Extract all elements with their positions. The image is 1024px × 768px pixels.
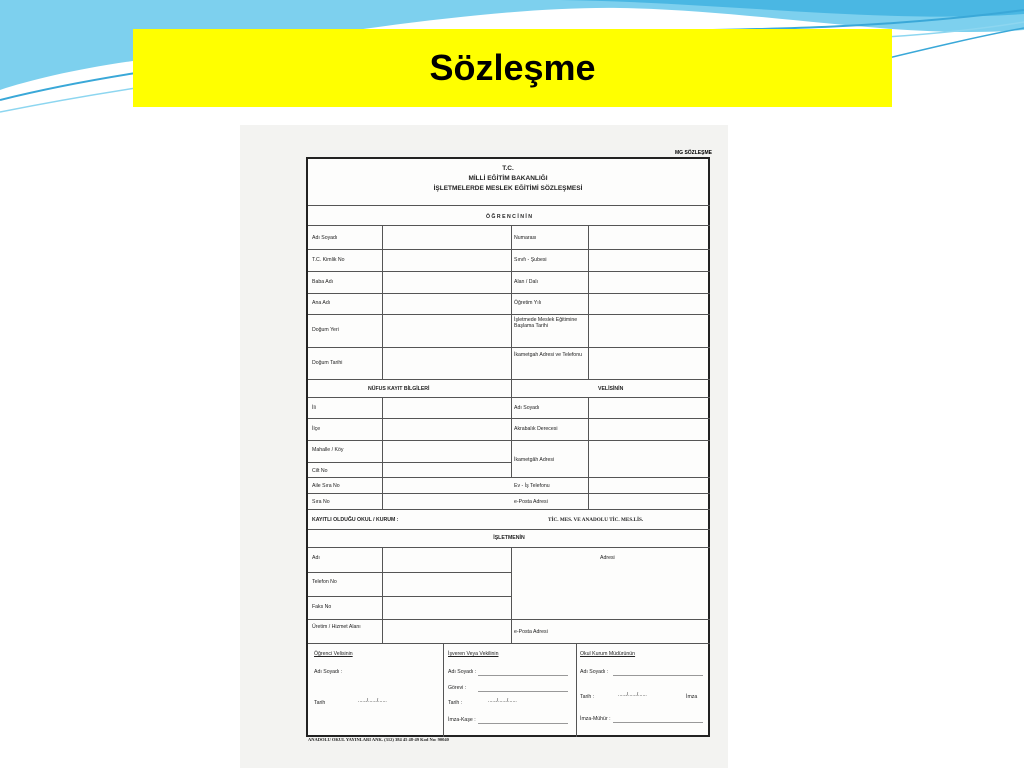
okul-label: KAYITLI OLDUĞU OKUL / KURUM :	[312, 517, 399, 523]
form-code: MG SÖZLEŞME	[675, 150, 712, 156]
sign-isveren-adi: Adı Soyadı :	[448, 669, 477, 675]
field-telefon-no: Telefon No	[312, 579, 337, 585]
okul-value: TİC. MES. VE ANADOLU TİC. MES.LİS.	[548, 517, 644, 523]
field-mahalle-koy: Mahalle / Köy	[312, 447, 344, 453]
slide-title: Sözleşme	[429, 47, 596, 88]
sign-veli-adi: Adı Soyadı :	[314, 669, 343, 675]
field-baslama-tarihi: İşletmede Meslek Eğitimine Başlama Tarihi	[514, 317, 578, 329]
field-aile-sira-no: Aile Sıra No	[312, 483, 340, 489]
sign-isveren-gorevi: Görevi :	[448, 685, 467, 691]
nufus-section-title: NÜFUS KAYIT BİLGİLERİ	[368, 386, 430, 392]
form-header	[308, 159, 708, 205]
field-isletme-adresi: Adresi	[600, 555, 615, 561]
header-line-2: MİLLİ EĞİTİM BAKANLIĞI	[468, 175, 548, 182]
field-il: İli	[312, 405, 316, 411]
sign-mudur-title: Okul Kurum Müdürünün	[580, 651, 636, 657]
veli-section-title: VELİSİNİN	[598, 386, 624, 392]
sign-mudur-adi: Adı Soyadı :	[580, 669, 609, 675]
field-uretim-alani: Üretim / Hizmet Alanı	[312, 624, 361, 630]
field-ikametgah: İkametgah Adresi ve Telefonu	[514, 352, 582, 358]
sign-isveren-tarih: Tarih :	[448, 700, 463, 706]
field-dogum-yeri: Doğum Yeri	[312, 327, 339, 333]
sign-veli-tarih: Tarih	[314, 700, 326, 706]
field-sinifi-subesi: Sınıfı - Şubesi	[514, 257, 547, 263]
field-baba-adi: Baba Adı	[312, 279, 334, 285]
field-isletme-adi: Adı	[312, 555, 320, 561]
field-ilce: İlçe	[312, 426, 321, 432]
header-line-3: İŞLETMELERDE MESLEK EĞİTİMİ SÖZLEŞMESİ	[433, 185, 583, 192]
field-dogum-tarihi: Doğum Tarihi	[312, 360, 343, 366]
form-footer: ANADOLU OKUL YAYINLARI ANK. (312) 384 45 48-49 Kod No: 90040	[308, 737, 449, 742]
sign-isveren-date: ....../....../......	[488, 698, 517, 704]
sign-mudur-imza: İmza	[686, 694, 698, 700]
sign-isveren-title: İşveren Veya Vekilinin	[448, 651, 499, 657]
field-tc-kimlik: T.C. Kimlik No	[312, 257, 345, 263]
sign-veli-date: ....../....../......	[358, 698, 387, 704]
field-veli-adi: Adı Soyadı	[514, 405, 540, 411]
sign-veli-title: Öğrenci Velisinin	[314, 651, 353, 657]
field-ogretim-yili: Öğretim Yılı	[514, 300, 542, 306]
field-ev-is-telefonu: Ev - İş Telefonu	[514, 483, 550, 489]
header-line-1: T.C.	[502, 165, 514, 172]
isletme-section-title: İŞLETMENİN	[493, 535, 525, 541]
field-adi-soyadi: Adı Soyadı	[312, 235, 338, 241]
contract-form	[306, 157, 710, 737]
field-faks-no: Faks No	[312, 604, 332, 610]
field-veli-ikametgah: İkametgâh Adresi	[514, 457, 555, 463]
field-numarasi: Numarası	[514, 235, 537, 241]
field-sira-no: Sıra No	[312, 499, 330, 505]
sign-isveren-imza: İmza-Kaşe :	[448, 717, 476, 723]
sign-mudur-tarih: Tarih :	[580, 694, 595, 700]
student-section-title: Ö Ğ R E N C İ N İ N	[485, 214, 533, 220]
sign-mudur-date: ....../....../......	[618, 692, 647, 698]
field-isletme-eposta: e-Posta Adresi	[514, 629, 548, 635]
field-cilt-no: Cilt No	[312, 468, 328, 474]
field-alan-dali: Alan / Dalı	[514, 279, 538, 285]
field-ana-adi: Ana Adı	[312, 300, 331, 306]
field-akrabalik: Akrabalık Derecesi	[514, 426, 558, 432]
slide-title-bar	[133, 29, 892, 107]
field-veli-eposta: e-Posta Adresi	[514, 499, 548, 505]
sign-mudur-muhur: İmza-Mühür :	[580, 716, 611, 722]
